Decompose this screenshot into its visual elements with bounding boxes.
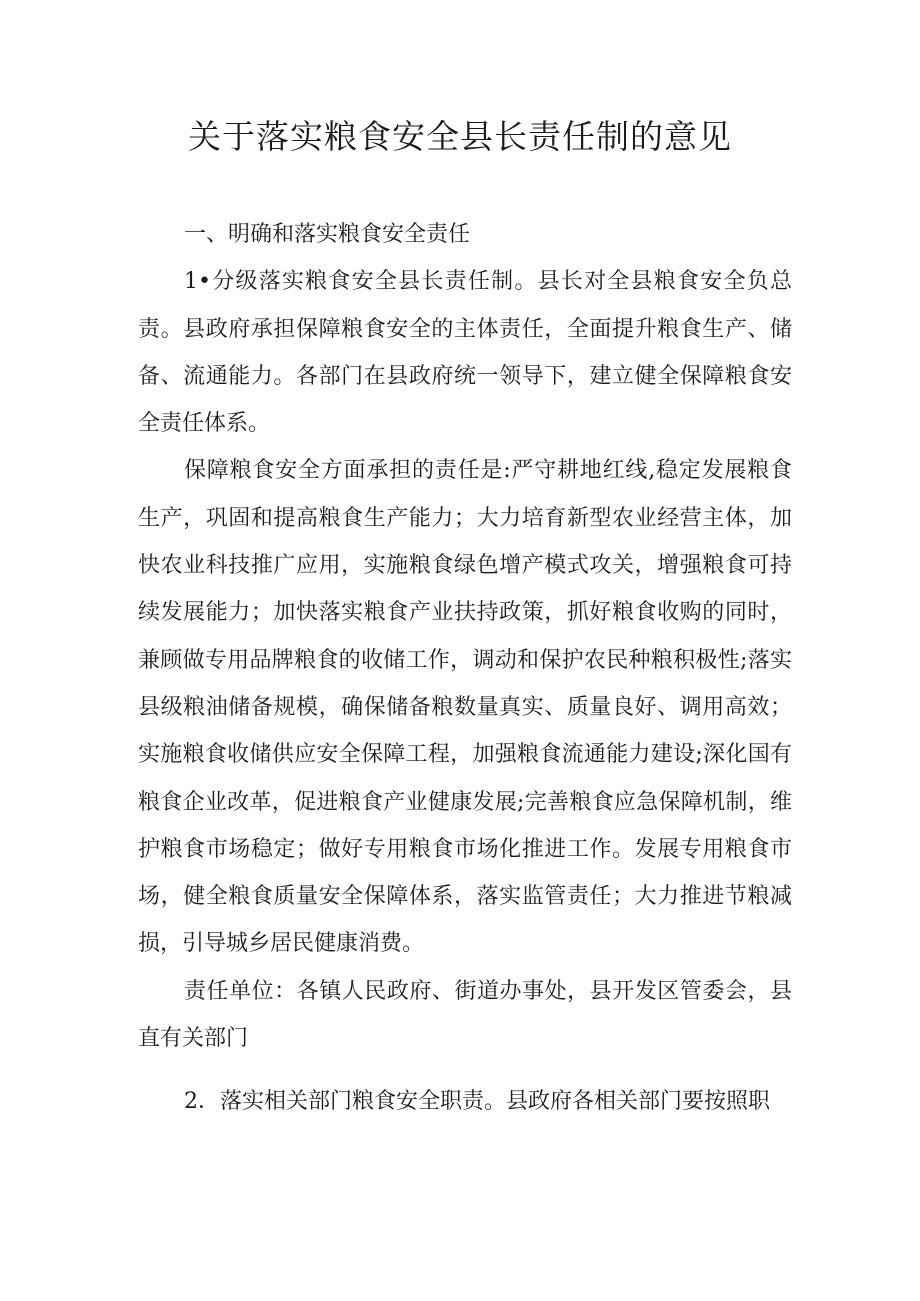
- paragraph-3: 责任单位：各镇人民政府、街道办事处，县开发区管委会，县直有关部门: [138, 978, 792, 1052]
- paragraph-spacer: [138, 1062, 792, 1078]
- document-title: 关于落实粮食安全县长责任制的意见: [188, 117, 732, 156]
- paragraph-2: 保障粮食安全方面承担的责任是:严守耕地红线,稳定发展粮食生产，巩固和提高粮食生产能力；大力培育新型农业经营主体，加快农业科技推广应用，实施粮食绿色增产模式攻关，增强粮食可持续发展能力；加快落实粮食产业扶持政策，抓好粮食收购的同时，兼顾做专用品牌粮食的收储工作，调动和保护农民种粮积极性;落实县级粮油储备规模，确保储备粮数量真实、质量良好、调用高效；实施粮食收储供应安全保障工程，加强粮食流通能力建设;深化国有粮食企业改革，促进粮食产业健康发展;完善粮食应急保障机制，维护粮食市场稳定；做好专用粮食市场化推进工作。发展专用粮食市场，健全粮食质量安全保障体系，落实监管责任；大力推进节粮减损，引导城乡居民健康消费。: [138, 458, 792, 957]
- section-heading: 一、明确和落实粮食安全责任: [184, 222, 471, 247]
- document-body: [138, 211, 792, 1126]
- paragraph-4: 2．落实相关部门粮食安全职责。县政府各相关部门要按照职: [184, 1089, 770, 1115]
- paragraph-1: 1•分级落实粮食安全县长责任制。县长对全县粮食安全负总责。县政府承担保障粮食安全的主体责任，全面提升粮食生产、储备、流通能力。各部门在县政府统一领导下，建立健全保障粮食安全责任体系。: [138, 269, 792, 437]
